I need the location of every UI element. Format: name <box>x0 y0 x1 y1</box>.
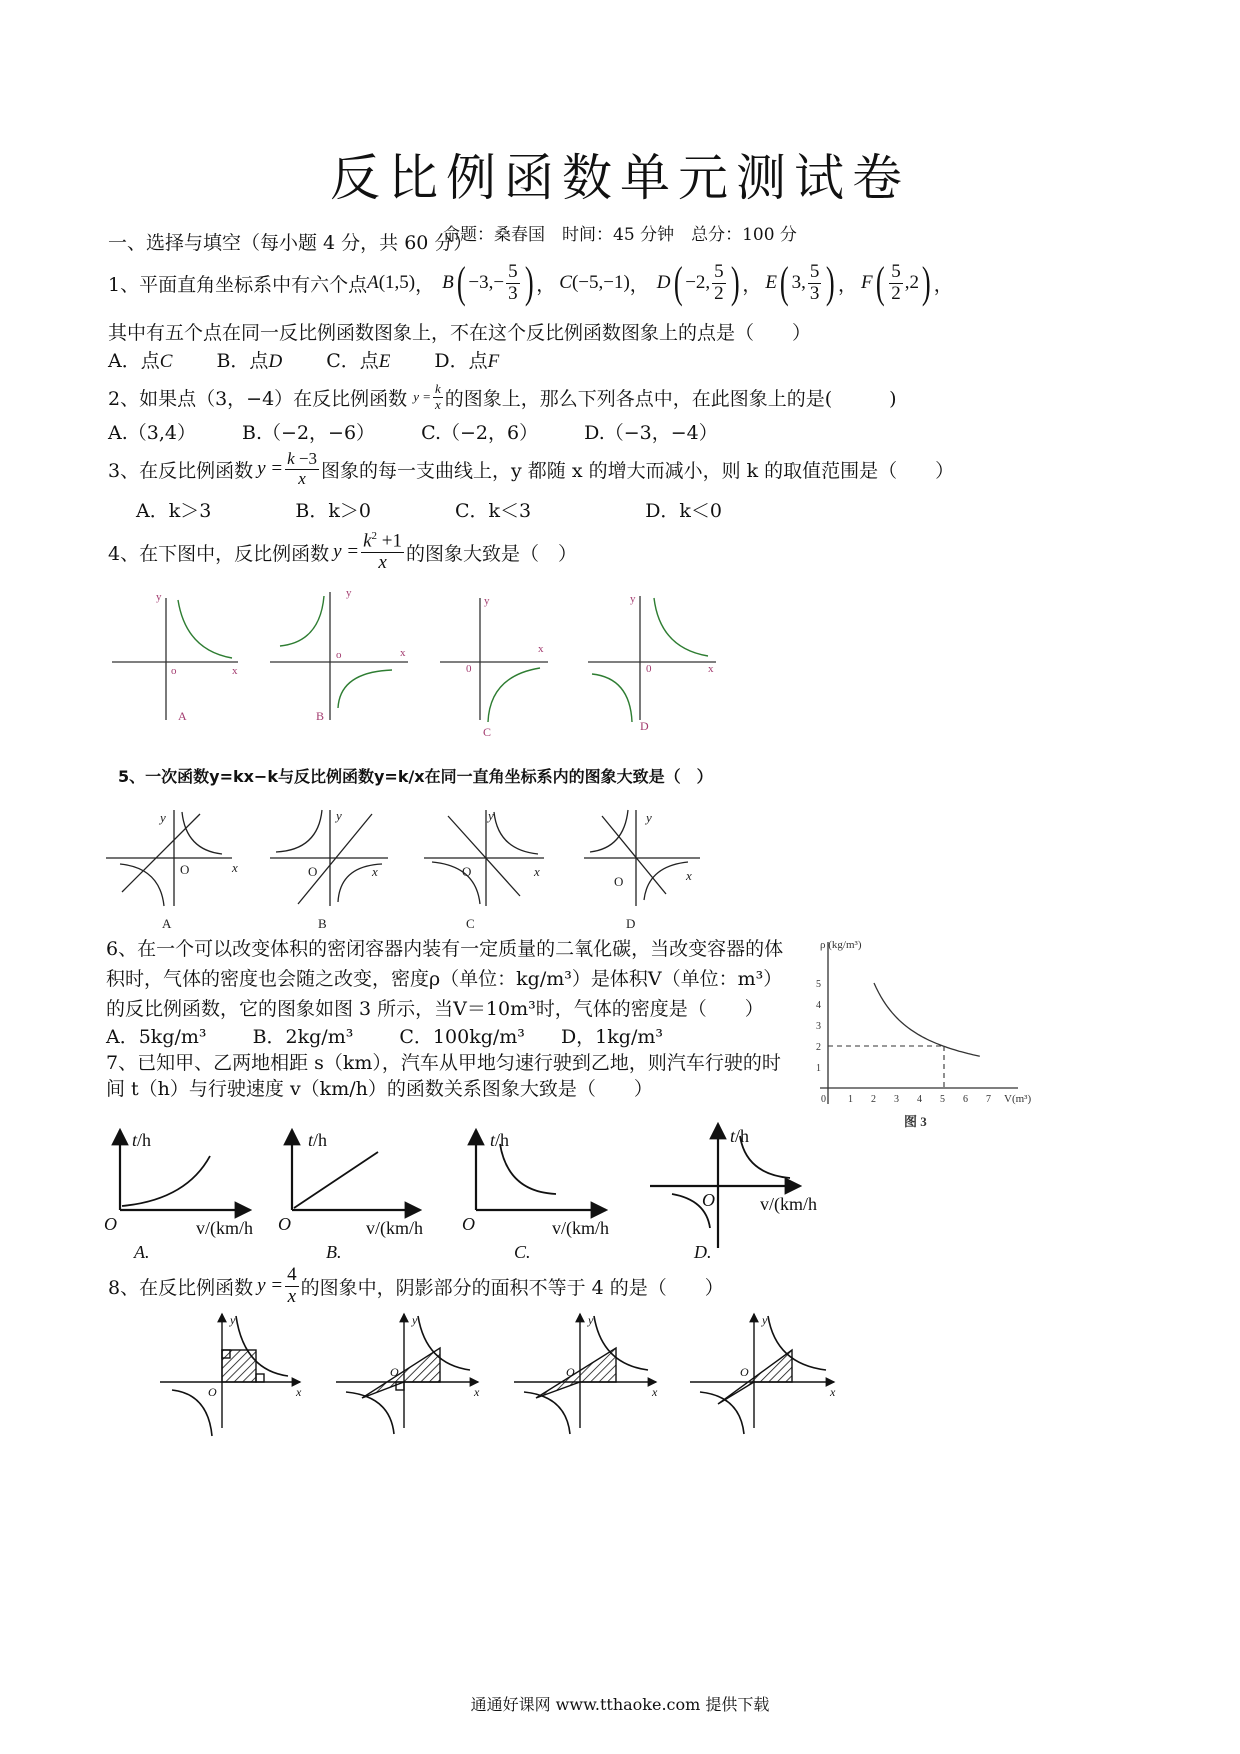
q7-graphs <box>0 1120 860 1270</box>
q2-option-d[interactable]: D.（−3，−4） <box>584 422 718 444</box>
q3-option-b[interactable]: B．k＞0 <box>295 500 371 522</box>
svg-text:O: O <box>462 864 472 879</box>
chart-x-tick: 3 <box>894 1094 899 1105</box>
figure-3-density-chart <box>808 936 1048 1136</box>
q2-option-b[interactable]: B.（−2，−6） <box>242 422 376 444</box>
q1-option-c[interactable]: C．点E <box>326 350 391 372</box>
q1-options <box>108 346 499 373</box>
q7-xlabel-b: v/(km/h <box>366 1218 423 1238</box>
chart-caption: 图 3 <box>904 1114 927 1129</box>
chart-y-tick: 4 <box>816 1000 821 1011</box>
svg-text:y: y <box>160 810 166 825</box>
q5-label-b: B <box>318 916 327 931</box>
svg-text:y: y <box>336 808 342 823</box>
q1-option-d[interactable]: D．点F <box>434 350 500 372</box>
chart-y-tick: 1 <box>816 1063 821 1074</box>
svg-text:x: x <box>372 864 378 879</box>
point-f: F <box>861 272 873 293</box>
svg-text:O: O <box>208 1385 217 1399</box>
svg-text:O: O <box>308 864 318 879</box>
q6-line1: 6、在一个可以改变体积的密闭容器内装有一定质量的二氧化碳，当改变容器的体 <box>106 938 784 960</box>
q2-option-c[interactable]: C.（−2，6） <box>421 422 539 444</box>
chart-x-tick: 4 <box>917 1094 922 1105</box>
section-heading: 一、选择与填空（每小题 4 分，共 60 分） <box>108 232 473 254</box>
svg-text:x: x <box>652 1385 658 1399</box>
q7-label-a: A. <box>134 1242 150 1262</box>
svg-text:0: 0 <box>646 663 652 675</box>
svg-text:O: O <box>740 1365 749 1379</box>
q7-origin-d: O <box>702 1190 715 1210</box>
svg-text:t/h: t/h <box>132 1130 152 1150</box>
q1-line2: 其中有五个点在同一反比例函数图象上，不在这个反比例函数图象上的点是（ ） <box>108 322 812 344</box>
question-5-stem: 5、一次函数y=kx−k与反比例函数y=k/x在同一直角坐标系内的图象大致是（ ） <box>118 767 713 786</box>
q7-xlabel-d: v/(km/h <box>760 1194 817 1214</box>
q6-option-c[interactable]: C．100kg/m³ <box>399 1026 525 1048</box>
svg-text:y: y <box>156 591 162 603</box>
q7-origin-a: O <box>104 1214 117 1234</box>
q4-label-a: A <box>178 709 187 723</box>
q1-intro: 1、平面直角坐标系中有六个点 <box>108 273 368 296</box>
q8-graphs <box>0 1310 860 1440</box>
chart-y-tick: 2 <box>816 1042 821 1053</box>
q4-label-b: B <box>316 709 325 723</box>
q6-line2: 积时，气体的密度也会随之改变，密度ρ（单位：kg/m³）是体积V（单位：m³） <box>106 968 783 990</box>
svg-text:0: 0 <box>466 663 472 675</box>
q3-options <box>136 496 722 523</box>
chart-x-tick: 6 <box>963 1094 968 1105</box>
svg-text:x: x <box>232 860 238 875</box>
question-2-stem: 2、如果点（3，−4）在反比例函数 y = $\frac{k}{x}$ 的图象上，那么下列各点中，在此图象上的是( ) <box>108 381 897 412</box>
svg-text:t/h: t/h <box>308 1130 328 1150</box>
q4-label-c: C <box>483 725 492 739</box>
q6-option-b[interactable]: B．2kg/m³ <box>252 1026 354 1048</box>
q2-options <box>108 418 718 445</box>
chart-x-tick: 5 <box>940 1094 945 1105</box>
point-d: D <box>656 272 671 293</box>
chart-x-tick: 1 <box>848 1094 853 1105</box>
svg-text:y: y <box>412 1313 418 1327</box>
svg-text:o: o <box>336 649 342 661</box>
q7-origin-b: O <box>278 1214 291 1234</box>
svg-text:x: x <box>708 663 714 675</box>
svg-text:y: y <box>484 595 490 607</box>
svg-text:o: o <box>171 665 177 677</box>
svg-text:x: x <box>686 868 692 883</box>
q4-graphs <box>0 580 760 750</box>
svg-text:O: O <box>566 1365 575 1379</box>
svg-text:x: x <box>296 1385 302 1399</box>
point-c: C <box>559 272 572 293</box>
svg-text:O: O <box>180 862 190 877</box>
question-1-stem: 1、平面直角坐标系中有六个点 A (1,5) ， B ( −3,− $\frac{5}{3}$ ) ， C (−5,−1) ， D ( −2, $\frac{5}{2}$ ) ， E ( 3, $\frac{5}{3}$ ) ， F ( $\frac{5}{2}$ ,2 ) ， <box>108 258 953 307</box>
q7-origin-c: O <box>462 1214 475 1234</box>
q7-xlabel-c: v/(km/h <box>552 1218 609 1238</box>
footer-credit: 通通好课网 www.tthaoke.com 提供下载 <box>470 1695 770 1714</box>
svg-text:x: x <box>830 1385 836 1399</box>
svg-text:y: y <box>588 1313 594 1327</box>
q5-label-d: D <box>626 916 636 931</box>
svg-text:y: y <box>346 587 352 599</box>
svg-text:x: x <box>534 864 540 879</box>
svg-text:x: x <box>400 647 406 659</box>
q4-label-d: D <box>640 719 649 733</box>
svg-text:t/h: t/h <box>730 1126 750 1146</box>
q5-graphs <box>0 800 760 940</box>
exam-info: 命题：桑春国 时间：45 分钟 总分：100 分 <box>443 225 797 245</box>
point-e: E <box>765 272 777 293</box>
chart-x-tick: 0 <box>821 1094 826 1105</box>
svg-text:O: O <box>390 1365 399 1379</box>
svg-text:y: y <box>646 810 652 825</box>
q3-option-d[interactable]: D．k＜0 <box>645 500 723 522</box>
q6-option-d[interactable]: D，1kg/m³ <box>560 1026 663 1048</box>
question-4-stem: 4、在下图中，反比例函数 y = $\frac{k^2 +1}{x}$ 的图象大致是（ ） <box>108 529 578 574</box>
q3-option-a[interactable]: A．k＞3 <box>136 500 212 522</box>
q2-option-a[interactable]: A.（3,4） <box>108 422 196 444</box>
chart-y-tick: 5 <box>816 979 821 990</box>
question-8-stem: 8、在反比例函数 y = $\frac{4}{x}$ 的图象中，阴影部分的面积不等于 4 的是（ ） <box>108 1263 724 1307</box>
svg-text:y: y <box>762 1313 768 1327</box>
q5-label-a: A <box>162 916 172 931</box>
q7-line1: 7、已知甲、乙两地相距 s（km），汽车从甲地匀速行驶到乙地，则汽车行驶的时 <box>106 1052 781 1074</box>
chart-x-tick: 2 <box>871 1094 876 1105</box>
q7-line2: 间 t（h）与行驶速度 v（km/h）的函数关系图象大致是（ ） <box>106 1078 653 1100</box>
question-3-stem: 3、在反比例函数 y = $\frac{k -3}{x}$ 图象的每一支曲线上，y 都随 x 的增大而减小，则 k 的取值范围是（ ） <box>108 448 955 488</box>
svg-text:x: x <box>232 665 238 677</box>
chart-x-tick: 7 <box>986 1094 991 1105</box>
q1-option-b[interactable]: B．点D <box>216 350 283 372</box>
svg-text:x: x <box>474 1385 480 1399</box>
q5-label-c: C <box>466 916 475 931</box>
point-b: B <box>442 272 454 293</box>
q6-option-a[interactable]: A．5kg/m³ <box>106 1026 207 1048</box>
svg-text:y: y <box>630 593 636 605</box>
q1-option-a[interactable]: A．点C <box>108 350 173 372</box>
svg-text:x: x <box>538 643 544 655</box>
q7-label-c: C. <box>514 1242 531 1262</box>
chart-y-tick: 3 <box>816 1021 821 1032</box>
chart-curve <box>874 983 980 1056</box>
svg-text:O: O <box>614 874 624 889</box>
q6-options <box>106 1022 663 1049</box>
chart-y-label: ρ (kg/m³) <box>820 939 862 951</box>
svg-text:y: y <box>230 1313 236 1327</box>
q3-option-c[interactable]: C．k＜3 <box>455 500 532 522</box>
point-a: A <box>367 272 379 293</box>
q6-line3: 的反比例函数，它的图象如图 3 所示，当V＝10m³时，气体的密度是（ ） <box>106 998 764 1020</box>
svg-text:y: y <box>488 808 494 823</box>
chart-x-label: V(m³) <box>1004 1093 1032 1105</box>
page-title: 反比例函数单元测试卷 <box>330 149 910 207</box>
q7-xlabel-a: v/(km/h <box>196 1218 253 1238</box>
q7-label-d: D. <box>694 1242 712 1262</box>
q7-label-b: B. <box>326 1242 342 1262</box>
svg-text:t/h: t/h <box>490 1130 510 1150</box>
